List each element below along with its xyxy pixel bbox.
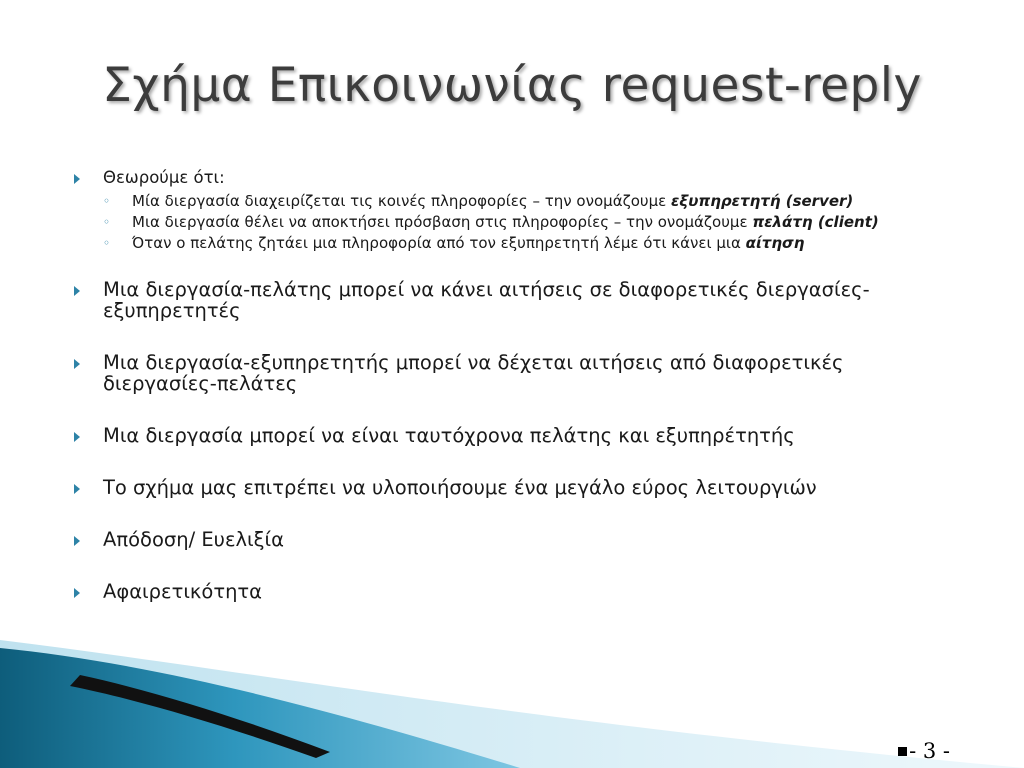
bullet-list — [72, 168, 952, 602]
circle-bullet-icon: ◦ — [103, 215, 111, 229]
bullet-item-server-multi-clients — [72, 352, 952, 394]
sub-bullet-item-client — [103, 213, 952, 231]
sub-bullet-text: Όταν ο πελάτης ζητάει μια πληροφορία από τον εξυπηρετητή λέμε ότι κάνει μια — [132, 234, 746, 252]
sub-bullet-emphasis: εξυπηρετητή (server) — [671, 192, 854, 210]
sub-bullet-text: Μία διεργασία διαχειρίζεται τις κοινές πληροφορίες – την ονομάζουμε — [132, 192, 672, 210]
square-icon — [898, 747, 907, 756]
triangle-bullet-icon — [74, 359, 80, 369]
bullet-item-assumptions — [72, 168, 952, 252]
bullet-text: Αφαιρετικότητα — [103, 580, 263, 603]
slide-title: Σχήμα Επικοινωνίας request-reply — [102, 58, 922, 113]
bullet-text: Απόδοση/ Ευελιξία — [103, 528, 284, 551]
bullet-text: Μια διεργασία-εξυπηρετητής μπορεί να δέχεται αιτήσεις από διαφορετικές διεργασίες-πελάτες — [103, 351, 844, 395]
bullet-text: Μια διεργασία-πελάτης μπορεί να κάνει αιτήσεις σε διαφορετικές διεργασίες-εξυπηρετητές — [103, 278, 870, 322]
circle-bullet-icon: ◦ — [103, 194, 111, 208]
sub-bullet-item-request — [103, 234, 952, 252]
sub-bullet-text: Μια διεργασία θέλει να αποκτήσει πρόσβαση στις πληροφορίες – την ονομάζουμε — [132, 213, 753, 231]
bullet-item-abstraction — [72, 581, 952, 602]
page-number — [898, 739, 950, 763]
triangle-bullet-icon — [74, 174, 80, 184]
bullet-text: Μια διεργασία μπορεί να είναι ταυτόχρονα πελάτης και εξυπηρέτητής — [103, 424, 795, 447]
triangle-bullet-icon — [74, 536, 80, 546]
sub-bullet-emphasis: αίτηση — [745, 234, 805, 252]
circle-bullet-icon: ◦ — [103, 236, 111, 250]
sub-bullet-emphasis: πελάτη (client) — [752, 213, 879, 231]
bullet-text: Θεωρούμε ότι: — [103, 168, 225, 187]
triangle-bullet-icon — [74, 588, 80, 598]
triangle-bullet-icon — [74, 286, 80, 296]
bullet-text: Το σχήμα μας επιτρέπει να υλοποιήσουμε ένα μεγάλο εύρος λειτουργιών — [103, 476, 817, 499]
bullet-item-client-multi-servers — [72, 279, 952, 321]
bullet-item-wide-range — [72, 477, 952, 498]
page-number-text: - 3 - — [909, 739, 950, 763]
triangle-bullet-icon — [74, 484, 80, 494]
bullet-item-both-roles — [72, 425, 952, 446]
sub-bullet-list — [103, 192, 952, 252]
triangle-bullet-icon — [74, 432, 80, 442]
bullet-item-performance — [72, 529, 952, 550]
sub-bullet-item-server — [103, 192, 952, 210]
